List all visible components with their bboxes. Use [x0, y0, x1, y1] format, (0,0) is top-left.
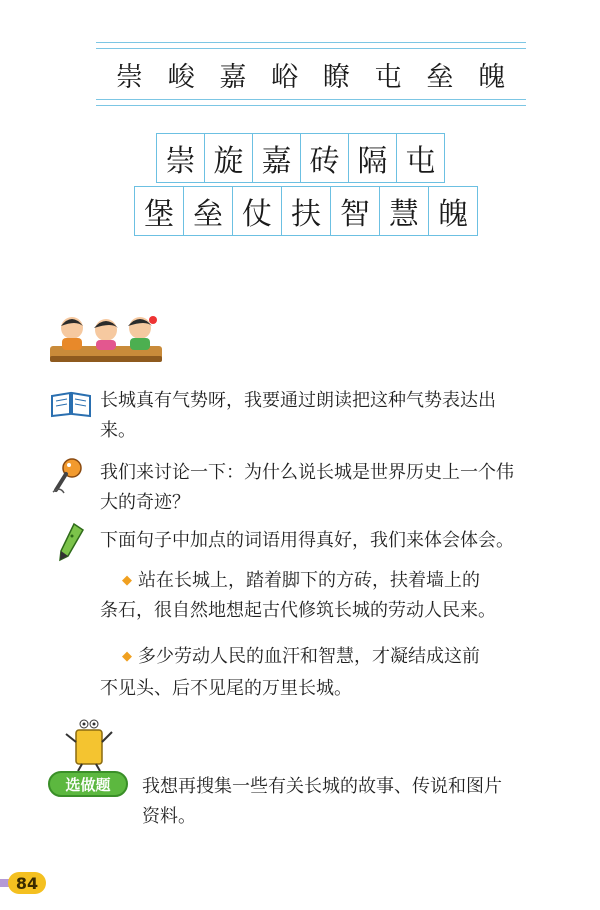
prompt-line: 来。	[100, 420, 136, 441]
mascot-icon	[62, 716, 116, 772]
optional-task-badge: 选做题	[48, 771, 128, 797]
diamond-bullet-icon: ◆	[122, 573, 132, 588]
prompt-discuss	[100, 458, 580, 518]
sentence-line	[122, 642, 582, 672]
prompt-line: 长城真有气势呀，我要通过朗读把这种气势表达出	[100, 390, 496, 411]
read-word: 嘉	[219, 62, 248, 93]
grid-cell: 魄	[428, 186, 478, 236]
book-icon	[50, 390, 92, 418]
read-word: 屯	[374, 62, 403, 93]
grid-cell: 隔	[348, 133, 397, 183]
prompt-line: 我们来讨论一下：为什么说长城是世界历史上一个伟	[100, 462, 514, 483]
grid-cell: 嘉	[252, 133, 301, 183]
prompt-line: 大的奇迹？	[100, 492, 190, 513]
grid-cell: 智	[330, 186, 380, 236]
grid-cell: 仗	[232, 186, 282, 236]
example-sentence-1-cont	[100, 596, 580, 626]
read-word: 峪	[271, 62, 300, 93]
grid-cell: 崇	[156, 133, 205, 183]
read-word: 垒	[426, 62, 455, 93]
writing-grid-row-1	[157, 133, 445, 183]
sentence-text: 站在长城上，踏着脚下的方砖，扶着墙上的	[138, 570, 480, 591]
reading-words-band	[96, 42, 526, 106]
read-word: 峻	[167, 62, 196, 93]
writing-grid-row-2	[135, 186, 478, 236]
page-number: 84	[8, 872, 46, 894]
prompt-line: 下面句子中加点的词语用得真好，我们来体会体会。	[100, 530, 514, 551]
read-word: 瞭	[322, 62, 351, 93]
grid-cell: 旋	[204, 133, 253, 183]
sentence-line	[122, 566, 582, 596]
kids-illustration	[46, 312, 166, 368]
pen-icon	[56, 522, 86, 562]
example-sentence-2-cont	[100, 674, 580, 704]
sentence-text: 不见头、后不见尾的万里长城。	[100, 678, 352, 699]
prompt-line: 我想再搜集一些有关长城的故事、传说和图片	[142, 776, 502, 797]
read-word: 魄	[478, 62, 507, 93]
diamond-bullet-icon: ◆	[122, 649, 132, 664]
prompt-appreciate	[100, 526, 580, 556]
grid-cell: 慧	[379, 186, 429, 236]
grid-cell: 垒	[183, 186, 233, 236]
grid-cell: 堡	[134, 186, 184, 236]
prompt-read-aloud	[100, 386, 580, 446]
prompt-line: 资料。	[142, 806, 196, 827]
sentence-text: 多少劳动人民的血汗和智慧，才凝结成这前	[138, 646, 480, 667]
example-sentence-2	[122, 642, 582, 672]
example-sentence-1	[122, 566, 582, 596]
optional-task-text	[142, 772, 582, 832]
microphone-icon	[50, 456, 86, 496]
grid-cell: 扶	[281, 186, 331, 236]
sentence-text: 条石，很自然地想起古代修筑长城的劳动人民来。	[100, 600, 496, 621]
grid-cell: 砖	[300, 133, 349, 183]
grid-cell: 屯	[396, 133, 445, 183]
read-word: 崇	[115, 62, 144, 93]
